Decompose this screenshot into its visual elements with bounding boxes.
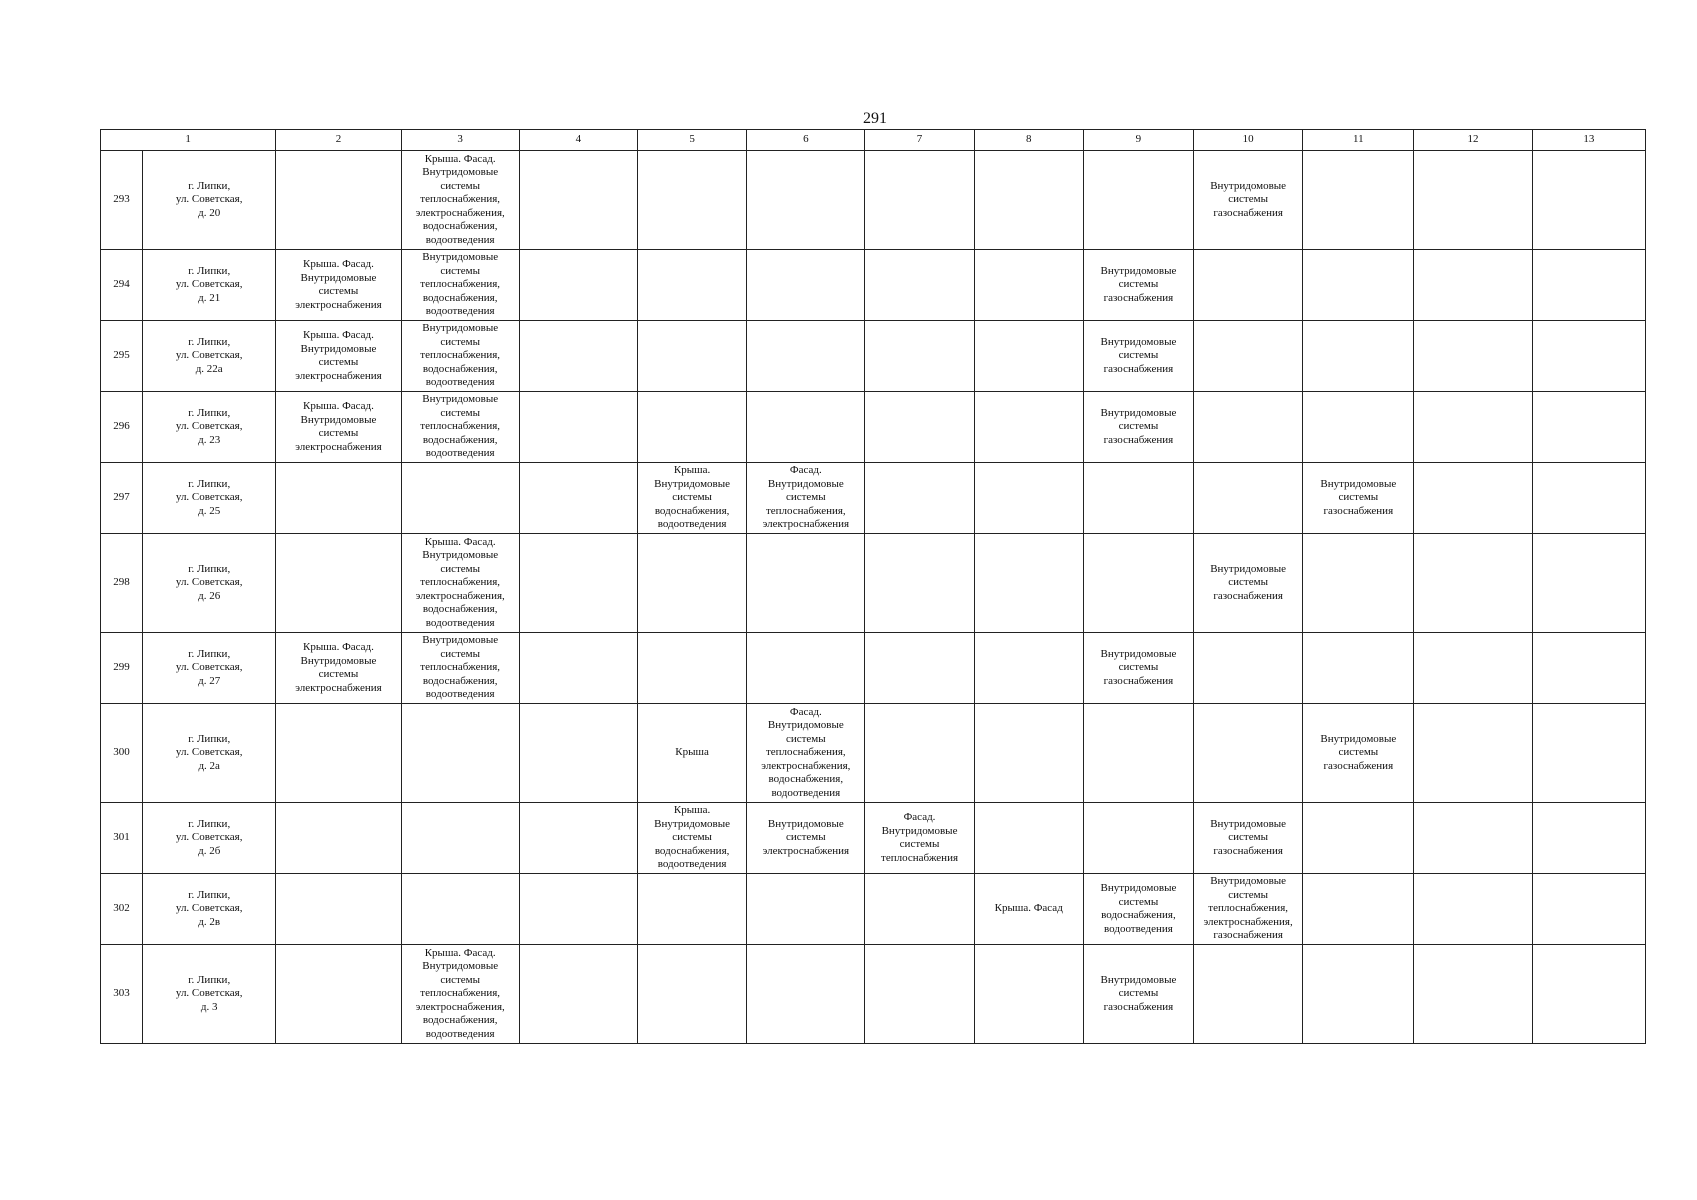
row-number: 294 [101, 250, 143, 321]
page-number: 291 [863, 110, 887, 127]
work-cell-10: Внутридомовые системы теплоснабжения, электроснабжения, газоснабжения [1194, 874, 1303, 945]
work-cell-4 [519, 321, 637, 392]
work-cell-2 [276, 704, 401, 803]
work-cell-3 [401, 803, 519, 874]
work-cell-7 [865, 463, 974, 534]
repair-schedule-table [100, 129, 1646, 1044]
work-cell-10: Внутридомовые системы газоснабжения [1194, 803, 1303, 874]
row-number: 300 [101, 704, 143, 803]
work-cell-6 [747, 392, 865, 463]
work-cell-11: Внутридомовые системы газоснабжения [1303, 704, 1414, 803]
work-cell-8: Крыша. Фасад [974, 874, 1083, 945]
work-cell-4 [519, 704, 637, 803]
address-cell: г. Липки, ул. Советская, д. 20 [143, 151, 276, 250]
work-cell-4 [519, 250, 637, 321]
column-header: 8 [974, 130, 1083, 151]
work-cell-8 [974, 803, 1083, 874]
work-cell-8 [974, 321, 1083, 392]
work-cell-2: Крыша. Фасад. Внутридомовые системы электроснабжения [276, 392, 401, 463]
work-cell-9 [1083, 803, 1193, 874]
work-cell-7 [865, 874, 974, 945]
column-header: 9 [1083, 130, 1193, 151]
column-header: 1 [101, 130, 276, 151]
work-cell-8 [974, 704, 1083, 803]
work-cell-12 [1414, 704, 1532, 803]
work-cell-2 [276, 151, 401, 250]
table-row [101, 534, 1646, 633]
table-row [101, 250, 1646, 321]
work-cell-7 [865, 945, 974, 1044]
work-cell-11: Внутридомовые системы газоснабжения [1303, 463, 1414, 534]
work-cell-5: Крыша. Внутридомовые системы водоснабжения, водоотведения [638, 463, 747, 534]
work-cell-3: Внутридомовые системы теплоснабжения, водоснабжения, водоотведения [401, 392, 519, 463]
address-cell: г. Липки, ул. Советская, д. 25 [143, 463, 276, 534]
row-number: 298 [101, 534, 143, 633]
column-header: 3 [401, 130, 519, 151]
header-row [101, 130, 1646, 151]
column-header: 7 [865, 130, 974, 151]
address-cell: г. Липки, ул. Советская, д. 3 [143, 945, 276, 1044]
work-cell-11 [1303, 633, 1414, 704]
work-cell-2: Крыша. Фасад. Внутридомовые системы электроснабжения [276, 633, 401, 704]
work-cell-8 [974, 151, 1083, 250]
address-cell: г. Липки, ул. Советская, д. 27 [143, 633, 276, 704]
work-cell-10 [1194, 250, 1303, 321]
table-row [101, 392, 1646, 463]
work-cell-10 [1194, 392, 1303, 463]
work-cell-9: Внутридомовые системы газоснабжения [1083, 321, 1193, 392]
work-cell-4 [519, 151, 637, 250]
work-cell-4 [519, 534, 637, 633]
work-cell-4 [519, 463, 637, 534]
work-cell-9: Внутридомовые системы газоснабжения [1083, 633, 1193, 704]
work-cell-9 [1083, 704, 1193, 803]
work-cell-11 [1303, 803, 1414, 874]
work-cell-3: Крыша. Фасад. Внутридомовые системы теплоснабжения, электроснабжения, водоснабжения, водоотведения [401, 151, 519, 250]
work-cell-13 [1532, 250, 1645, 321]
work-cell-12 [1414, 463, 1532, 534]
work-cell-4 [519, 874, 637, 945]
work-cell-13 [1532, 463, 1645, 534]
work-cell-12 [1414, 633, 1532, 704]
table-row [101, 704, 1646, 803]
work-cell-3 [401, 874, 519, 945]
row-number: 295 [101, 321, 143, 392]
work-cell-10: Внутридомовые системы газоснабжения [1194, 534, 1303, 633]
work-cell-10 [1194, 633, 1303, 704]
table-row [101, 633, 1646, 704]
work-cell-5: Крыша. Внутридомовые системы водоснабжения, водоотведения [638, 803, 747, 874]
work-cell-7 [865, 534, 974, 633]
work-cell-12 [1414, 945, 1532, 1044]
table-row [101, 874, 1646, 945]
work-cell-8 [974, 392, 1083, 463]
work-cell-9 [1083, 534, 1193, 633]
work-cell-6 [747, 151, 865, 250]
work-cell-13 [1532, 151, 1645, 250]
work-cell-8 [974, 945, 1083, 1044]
work-cell-7 [865, 392, 974, 463]
column-header: 12 [1414, 130, 1532, 151]
work-cell-13 [1532, 874, 1645, 945]
work-cell-6 [747, 945, 865, 1044]
work-cell-2: Крыша. Фасад. Внутридомовые системы электроснабжения [276, 250, 401, 321]
address-cell: г. Липки, ул. Советская, д. 22а [143, 321, 276, 392]
column-header: 10 [1194, 130, 1303, 151]
work-cell-6: Фасад. Внутридомовые системы теплоснабжения, электроснабжения [747, 463, 865, 534]
column-header: 2 [276, 130, 401, 151]
work-cell-6 [747, 321, 865, 392]
work-cell-10: Внутридомовые системы газоснабжения [1194, 151, 1303, 250]
row-number: 303 [101, 945, 143, 1044]
column-header: 5 [638, 130, 747, 151]
work-cell-12 [1414, 151, 1532, 250]
work-cell-3: Внутридомовые системы теплоснабжения, водоснабжения, водоотведения [401, 633, 519, 704]
work-cell-5 [638, 250, 747, 321]
work-cell-13 [1532, 321, 1645, 392]
work-cell-13 [1532, 633, 1645, 704]
row-number: 301 [101, 803, 143, 874]
table-row [101, 945, 1646, 1044]
work-cell-5 [638, 534, 747, 633]
work-cell-5 [638, 151, 747, 250]
work-cell-12 [1414, 534, 1532, 633]
table-body [101, 130, 1646, 1044]
work-cell-5 [638, 392, 747, 463]
work-cell-13 [1532, 803, 1645, 874]
work-cell-11 [1303, 945, 1414, 1044]
work-cell-10 [1194, 704, 1303, 803]
column-header: 13 [1532, 130, 1645, 151]
work-cell-10 [1194, 463, 1303, 534]
table-row [101, 151, 1646, 250]
work-cell-5 [638, 945, 747, 1044]
work-cell-10 [1194, 321, 1303, 392]
work-cell-9: Внутридомовые системы газоснабжения [1083, 250, 1193, 321]
row-number: 296 [101, 392, 143, 463]
work-cell-12 [1414, 250, 1532, 321]
work-cell-7 [865, 633, 974, 704]
work-cell-4 [519, 392, 637, 463]
work-cell-12 [1414, 874, 1532, 945]
work-cell-7 [865, 704, 974, 803]
work-cell-11 [1303, 874, 1414, 945]
work-cell-4 [519, 803, 637, 874]
work-cell-6: Фасад. Внутридомовые системы теплоснабжения, электроснабжения, водоснабжения, водоотведения [747, 704, 865, 803]
work-cell-9: Внутридомовые системы газоснабжения [1083, 392, 1193, 463]
work-cell-3 [401, 463, 519, 534]
work-cell-5 [638, 633, 747, 704]
work-cell-12 [1414, 392, 1532, 463]
column-header: 4 [519, 130, 637, 151]
work-cell-7: Фасад. Внутридомовые системы теплоснабжения [865, 803, 974, 874]
work-cell-2: Крыша. Фасад. Внутридомовые системы электроснабжения [276, 321, 401, 392]
work-cell-10 [1194, 945, 1303, 1044]
work-cell-13 [1532, 392, 1645, 463]
address-cell: г. Липки, ул. Советская, д. 2а [143, 704, 276, 803]
work-cell-11 [1303, 534, 1414, 633]
work-cell-6 [747, 874, 865, 945]
work-cell-2 [276, 945, 401, 1044]
row-number: 293 [101, 151, 143, 250]
work-cell-2 [276, 874, 401, 945]
work-cell-6 [747, 633, 865, 704]
work-cell-12 [1414, 321, 1532, 392]
work-cell-7 [865, 151, 974, 250]
address-cell: г. Липки, ул. Советская, д. 23 [143, 392, 276, 463]
table-row [101, 463, 1646, 534]
work-cell-2 [276, 534, 401, 633]
row-number: 302 [101, 874, 143, 945]
work-cell-3: Внутридомовые системы теплоснабжения, водоснабжения, водоотведения [401, 321, 519, 392]
work-cell-11 [1303, 392, 1414, 463]
row-number: 297 [101, 463, 143, 534]
work-cell-11 [1303, 151, 1414, 250]
work-cell-9: Внутридомовые системы водоснабжения, водоотведения [1083, 874, 1193, 945]
work-cell-13 [1532, 945, 1645, 1044]
work-cell-9 [1083, 463, 1193, 534]
work-cell-7 [865, 321, 974, 392]
address-cell: г. Липки, ул. Советская, д. 2б [143, 803, 276, 874]
work-cell-3: Крыша. Фасад. Внутридомовые системы теплоснабжения, электроснабжения, водоснабжения, водоотведения [401, 945, 519, 1044]
work-cell-9 [1083, 151, 1193, 250]
row-number: 299 [101, 633, 143, 704]
work-cell-8 [974, 250, 1083, 321]
work-cell-2 [276, 463, 401, 534]
table-row [101, 321, 1646, 392]
work-cell-3 [401, 704, 519, 803]
work-cell-4 [519, 633, 637, 704]
work-cell-3: Крыша. Фасад. Внутридомовые системы теплоснабжения, электроснабжения, водоснабжения, водоотведения [401, 534, 519, 633]
work-cell-6: Внутридомовые системы электроснабжения [747, 803, 865, 874]
work-cell-13 [1532, 704, 1645, 803]
work-cell-8 [974, 463, 1083, 534]
work-cell-13 [1532, 534, 1645, 633]
work-cell-11 [1303, 321, 1414, 392]
work-cell-7 [865, 250, 974, 321]
column-header: 6 [747, 130, 865, 151]
address-cell: г. Липки, ул. Советская, д. 21 [143, 250, 276, 321]
address-cell: г. Липки, ул. Советская, д. 26 [143, 534, 276, 633]
work-cell-2 [276, 803, 401, 874]
work-cell-5: Крыша [638, 704, 747, 803]
work-cell-6 [747, 534, 865, 633]
work-cell-9: Внутридомовые системы газоснабжения [1083, 945, 1193, 1044]
column-header: 11 [1303, 130, 1414, 151]
work-cell-6 [747, 250, 865, 321]
work-cell-5 [638, 321, 747, 392]
work-cell-3: Внутридомовые системы теплоснабжения, водоснабжения, водоотведения [401, 250, 519, 321]
work-cell-8 [974, 534, 1083, 633]
table-row [101, 803, 1646, 874]
work-cell-8 [974, 633, 1083, 704]
work-cell-5 [638, 874, 747, 945]
work-cell-11 [1303, 250, 1414, 321]
work-cell-12 [1414, 803, 1532, 874]
address-cell: г. Липки, ул. Советская, д. 2в [143, 874, 276, 945]
work-cell-4 [519, 945, 637, 1044]
